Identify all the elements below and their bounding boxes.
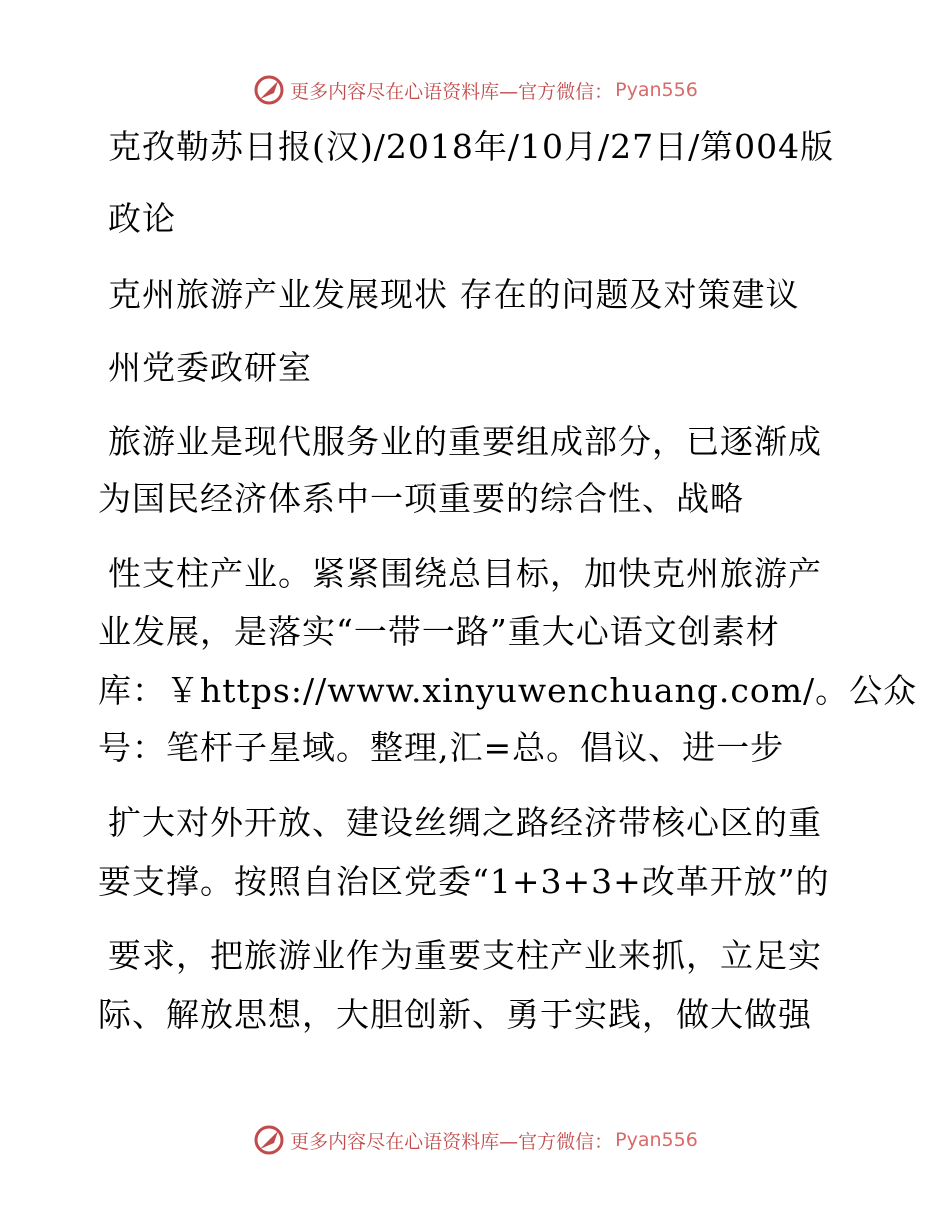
- watermark-footer: [0, 1120, 950, 1160]
- body-line: 号：笔杆子星域。整理,汇=总。倡议、进一步: [98, 728, 785, 767]
- body-line: 要支撑。按照自治区党委“1+3+3+改革开放”的: [98, 862, 830, 901]
- body-line: 际、解放思想，大胆创新、勇于实践，做大做强: [98, 995, 812, 1034]
- article-title: 克州旅游产业发展现状 存在的问题及对策建议: [108, 275, 800, 314]
- newspaper-citation: 克孜勒苏日报(汉)/2018年/10月/27日/第004版: [108, 127, 835, 166]
- body-line: 要求，把旅游业作为重要支柱产业来抓，立足实: [108, 936, 822, 975]
- body-line: 业发展，是落实“一带一路”重大心语文创素材: [98, 612, 780, 651]
- watermark-handle: Pyan556: [615, 1129, 698, 1151]
- body-line: 为国民经济体系中一项重要的综合性、战略: [98, 479, 744, 518]
- watermark-handle: Pyan556: [615, 79, 698, 101]
- body-line: 性支柱产业。紧紧围绕总目标，加快克州旅游产: [108, 554, 822, 593]
- section-label: 政论: [108, 199, 176, 238]
- body-line: 库：￥https://www.xinyuwenchuang.com/。公众: [98, 671, 918, 710]
- watermark-text: 更多内容尽在心语资料库—官方微信：: [290, 1130, 614, 1153]
- body-line: 旅游业是现代服务业的重要组成部分，已逐渐成: [108, 422, 822, 461]
- body-line: 扩大对外开放、建设丝绸之路经济带核心区的重: [108, 803, 822, 842]
- watermark-header: [0, 70, 950, 110]
- quill-logo-icon: [252, 1123, 286, 1157]
- watermark-text: 更多内容尽在心语资料库—官方微信：: [290, 80, 614, 103]
- article-author: 州党委政研室: [108, 348, 312, 387]
- quill-logo-icon: [252, 73, 286, 107]
